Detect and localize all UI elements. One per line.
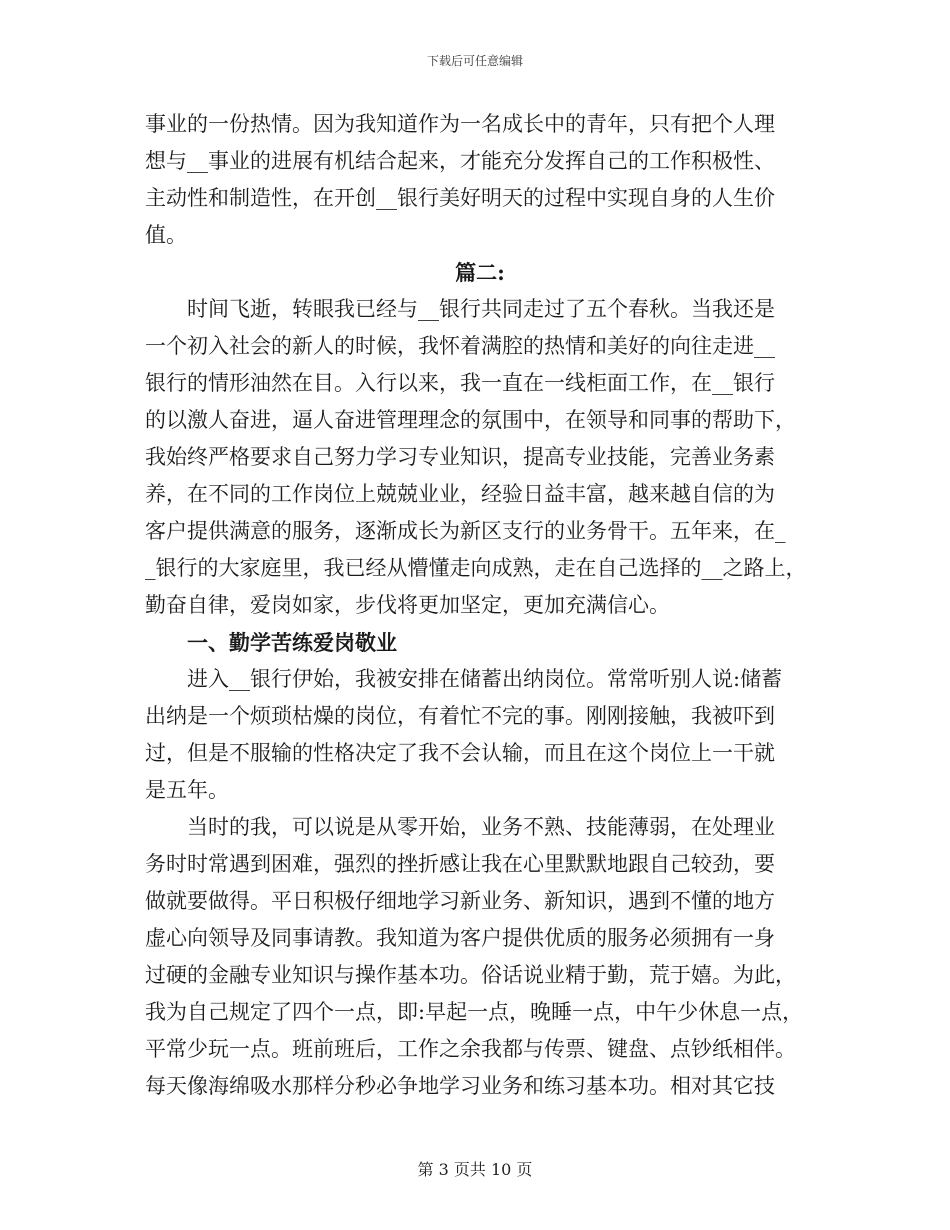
text-line: 我为自己规定了四个一点，即:早起一点，晚睡一点，中午少休息一点，: [145, 1000, 804, 1024]
text-line: 的以激人奋进，逼人奋进管理理念的氛围中，在领导和同事的帮助下，: [145, 408, 796, 432]
text-line: 主动性和制造性，在开创__银行美好明天的过程中实现自身的人生价: [145, 186, 775, 210]
page-footer: 第 3 页共 10 页: [417, 1160, 533, 1179]
subsection-heading: 一、勤学苦练爱岗敬业: [145, 630, 397, 655]
text-line: 做就要做得。平日积极仔细地学习新业务、新知识，遇到不懂的地方: [145, 889, 775, 913]
text-line: 当时的我，可以说是从零开始，业务不熟、技能薄弱，在处理业: [145, 815, 775, 839]
text-line: 出纳是一个烦琐枯燥的岗位，有着忙不完的事。刚刚接触，我被吓到: [145, 704, 775, 728]
text-line: 是五年。: [145, 778, 229, 802]
text-line: 客户提供满意的服务，逐渐成长为新区支行的业务骨干。五年来，在_: [145, 519, 786, 543]
text-line: 务时时常遇到困难，强烈的挫折感让我在心里默默地跟自己较劲，要: [145, 852, 775, 876]
text-line: 平常少玩一点。班前班后，工作之余我都与传票、键盘、点钞纸相伴。: [145, 1037, 796, 1061]
text-line: 事业的一份热情。因为我知道作为一名成长中的青年，只有把个人理: [145, 112, 775, 136]
text-line: 银行的情形油然在目。入行以来，我一直在一线柜面工作，在__银行: [145, 371, 775, 395]
document-body: [145, 106, 815, 1105]
text-line: 一个初入社会的新人的时候，我怀着满腔的热情和美好的向往走进__: [145, 334, 775, 358]
text-line: 过硬的金融专业知识与操作基本功。俗话说业精于勤，荒于嬉。为此，: [145, 963, 796, 987]
text-line: 每天像海绵吸水那样分秒必争地学习业务和练习基本功。相对其它技: [145, 1074, 775, 1098]
section-title: 篇二:: [455, 260, 505, 285]
text-line: 养，在不同的工作岗位上兢兢业业，经验日益丰富，越来越自信的为: [145, 482, 775, 506]
text-line: 虚心向领导及同事请教。我知道为客户提供优质的服务必须拥有一身: [145, 926, 775, 950]
text-line: 时间飞逝，转眼我已经与__银行共同走过了五个春秋。当我还是: [145, 297, 775, 321]
text-line: 过，但是不服输的性格决定了我不会认输，而且在这个岗位上一干就: [145, 741, 775, 765]
page-header: 下载后可任意编辑: [426, 54, 523, 68]
text-line: 进入__银行伊始，我被安排在储蓄出纳岗位。常常听别人说:储蓄: [145, 667, 783, 691]
text-line: 我始终严格要求自己努力学习专业知识，提高专业技能，完善业务素: [145, 445, 775, 469]
text-line: 值。: [145, 223, 187, 247]
text-line: 勤奋自律，爱岗如家，步伐将更加坚定，更加充满信心。: [145, 593, 670, 617]
text-line: _银行的大家庭里，我已经从懵懂走向成熟，走在自己选择的__之路上，: [145, 556, 807, 580]
text-line: 想与__事业的进展有机结合起来，才能充分发挥自己的工作积极性、: [145, 149, 775, 173]
